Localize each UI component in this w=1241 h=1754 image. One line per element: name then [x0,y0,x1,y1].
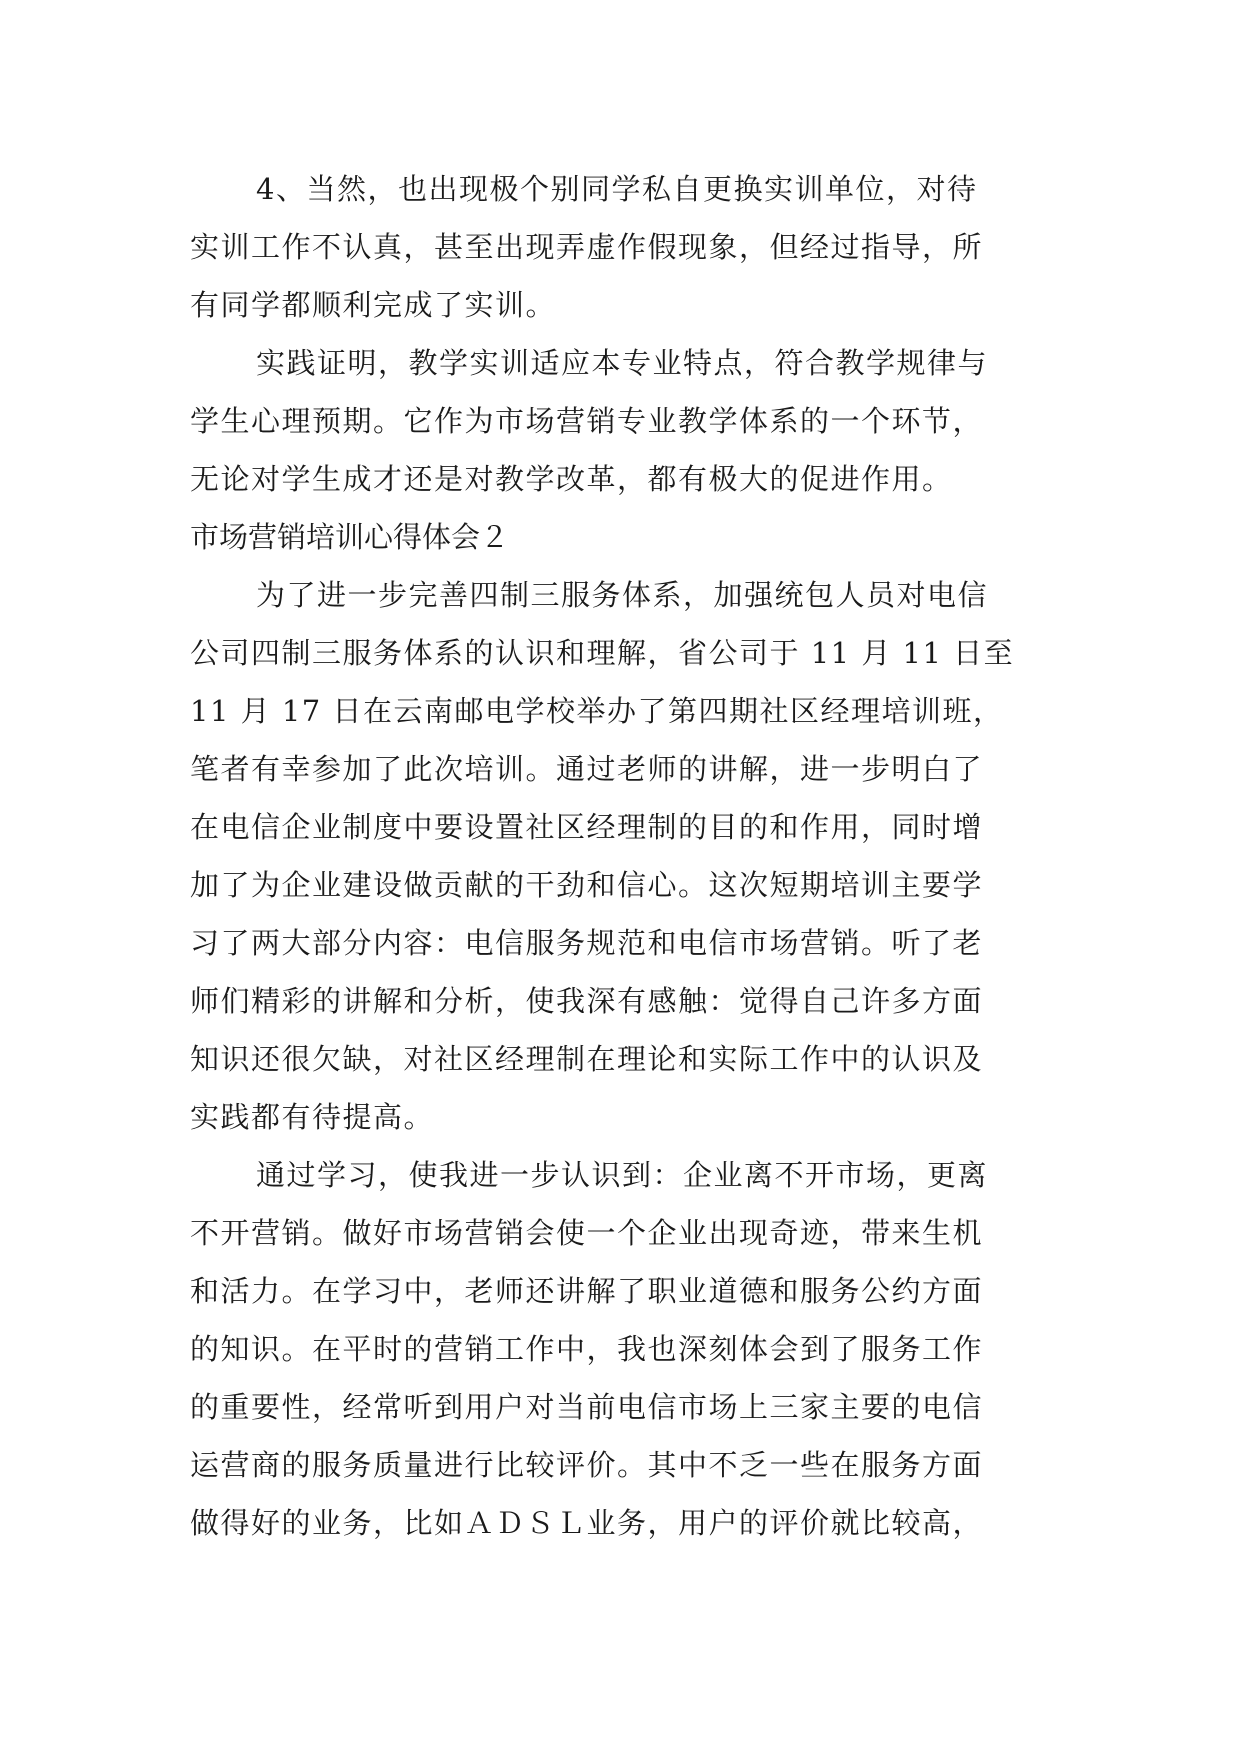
paragraph-line: 学生心理预期。它作为市场营销专业教学体系的一个环节， [190,404,984,438]
paragraph-line: 和活力。在学习中，老师还讲解了职业道德和服务公约方面 [190,1274,984,1308]
paragraph-line: 公司四制三服务体系的认识和理解，省公司于 11 月 11 日至 [190,636,1015,670]
paragraph-line: 无论对学生成才还是对教学改革，都有极大的促进作用。 [190,462,953,496]
document-body [190,160,1050,1552]
paragraph-line: 4、当然，也出现极个别同学私自更换实训单位，对待 [256,172,978,206]
paragraph-line: 通过学习，使我进一步认识到：企业离不开市场，更离 [256,1158,989,1192]
paragraph-line: 不开营销。做好市场营销会使一个企业出现奇迹，带来生机 [190,1216,984,1250]
paragraph-line: 知识还很欠缺，对社区经理制在理论和实际工作中的认识及 [190,1042,984,1076]
paragraph-line: 的重要性，经常听到用户对当前电信市场上三家主要的电信 [190,1390,984,1424]
paragraph-line: 笔者有幸参加了此次培训。通过老师的讲解，进一步明白了 [190,752,984,786]
paragraph-line: 师们精彩的讲解和分析，使我深有感触：觉得自己许多方面 [190,984,984,1018]
section-heading: 市场营销培训心得体会２ [190,520,510,554]
paragraph-line: 加了为企业建设做贡献的干劲和信心。这次短期培训主要学 [190,868,984,902]
paragraph-line: 实践证明，教学实训适应本专业特点，符合教学规律与 [256,346,989,380]
paragraph-line: 为了进一步完善四制三服务体系，加强统包人员对电信 [256,578,989,612]
paragraph-line: 11 月 17 日在云南邮电学校举办了第四期社区经理培训班， [190,694,1004,728]
paragraph-line: 运营商的服务质量进行比较评价。其中不乏一些在服务方面 [190,1448,984,1482]
paragraph-line: 有同学都顺利完成了实训。 [190,288,557,322]
paragraph-line: 在电信企业制度中要设置社区经理制的目的和作用，同时增 [190,810,984,844]
paragraph-line: 的知识。在平时的营销工作中，我也深刻体会到了服务工作 [190,1332,984,1366]
paragraph-line: 习了两大部分内容：电信服务规范和电信市场营销。听了老 [190,926,984,960]
paragraph-line: 实训工作不认真，甚至出现弄虚作假现象，但经过指导，所 [190,230,984,264]
paragraph-line: 实践都有待提高。 [190,1100,435,1134]
paragraph-line: 做得好的业务，比如ＡＤＳＬ业务，用户的评价就比较高， [190,1506,984,1540]
